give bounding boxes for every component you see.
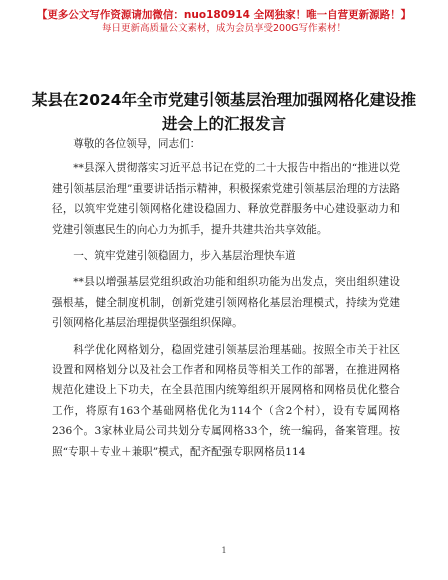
promo-banner (0, 8, 448, 36)
document-body (52, 134, 400, 462)
paragraph-grid-division: 科学优化网格划分，稳固党建引领基层治理基础。按照全市关于社区设置和网格划分以及社会工作者和网格员等相关工作的部署，在推进网格规范化建设上下功夫，在全县范围内统筹组织开展网格和网格员优化整合工作，将原有163个基础网格优化为114个（含2个村），设有专属网格236个。3家林业局公司共划分专属网格33个，统一编码，备案管理。按照“专职＋专业＋兼职”模式，配齐配强专职网格员114 (52, 343, 400, 458)
salutation: 尊敬的各位领导，同志们： (73, 138, 201, 150)
paragraph-section-1: **县以增强基层党组织政治功能和组织功能为出发点，突出组织建设强根基，健全制度机制，创新党建引领网格化基层治理模式，持续为党建引领网格化基层治理提供坚强组织保障。 (52, 276, 400, 330)
promo-banner-line-1: 【更多公文写作资源请加微信：nuo180914 全网独家！唯一自营更新源路！】 (36, 9, 412, 21)
document-title: 某县在2024年全市党建引领基层治理加强网格化建设推进会上的汇报发言 (31, 91, 417, 133)
page-number: 1 (221, 546, 227, 555)
section-heading-1: 一、筑牢党建引领稳固力，步入基层治理快车道 (73, 250, 296, 263)
paragraph-intro: **县深入贯彻落实习近平总书记在党的二十大报告中指出的“推进以党建引领基层治理”重要讲话指示精神，积极探索党建引领基层治理的方法路径，以筑牢党建引领网格化建设稳固力、释放党群服务中心建设驱动力和党建引领惠民生的向心力为抓手，提升共建共治共享效能。 (52, 162, 400, 236)
promo-banner-line-2: 每日更新高质量公文素材，成为会员享受200G写作素材！ (102, 23, 346, 34)
